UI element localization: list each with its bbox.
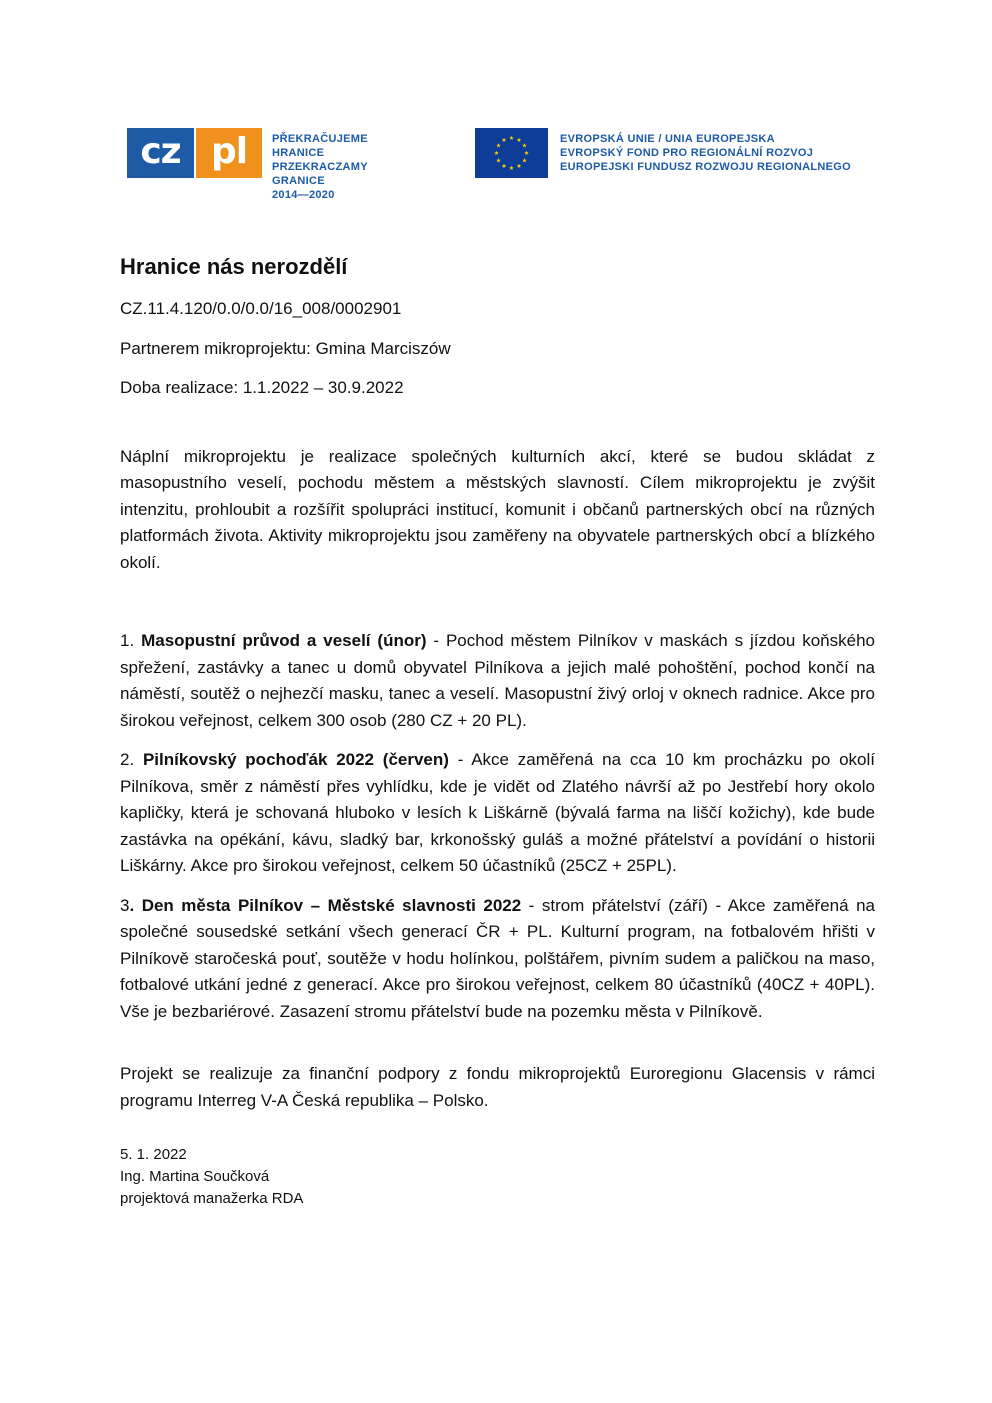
eu-star-icon xyxy=(494,151,499,155)
eu-star-icon xyxy=(509,136,514,140)
eu-star-icon xyxy=(522,158,527,162)
project-code: CZ.11.4.120/0.0/0.0/16_008/0002901 xyxy=(120,299,402,318)
signature-name: Ing. Martina Součková xyxy=(120,1168,270,1185)
document-body xyxy=(120,252,875,1210)
activity-item: 1. Masopustní průvod a veselí (únor) - Pochod městem Pilníkov v maskách s jízdou koňského spřežení, zastávky a tanec u domů obyvatel Pilníkova a jejich malé pohoštění, pochod končí na náměstí, soutěž o nejhezčí masku, tanec a veselí. Masopustní živý orloj v oknech radnice. Akce pro širokou veřejnost, celkem 300 osob (280 CZ + 20 PL). xyxy=(120,631,876,730)
eu-star-icon xyxy=(524,151,529,155)
activity-item: 3. Den města Pilníkov – Městské slavnosti 2022 - strom přátelství (září) - Akce zaměřená na společné sousedské setkání všech generací ČR + PL. Kulturní program, na fotbalovém hřišti v Pilníkově staročeská pouť, soutěže v hodu holínkou, polštářem, pivním sudem a paličkou na maso, fotbalové utkání jedné z generací. Akce pro širokou veřejnost, celkem 80 účastníků (40CZ + 40PL). Vše je bezbariérové. Zasazení stromu přátelství bude na pozemku města v Pilníkově. xyxy=(120,895,875,1021)
czpl-logo-text: PŘEKRAČUJEME HRANICE PRZEKRACZAMY GRANICE 2014—2020 xyxy=(272,133,368,201)
eu-star-icon xyxy=(496,143,501,147)
intro-paragraph: Náplní mikroprojektu je realizace společných kulturních akcí, které se budou skládat z masopustního veselí, pochodu městem a městských slavností. Cílem mikroprojektu je zvýšit intenzitu, prohloubit a rozšířit spolupráci institucí, komunit i občanů partnerských obcí na různých platformách života. Aktivity mikroprojektu jsou zaměřeny na obyvatele partnerských obcí a blízkého okolí. xyxy=(120,446,875,572)
eu-flag-icon xyxy=(475,128,548,178)
project-meta xyxy=(120,296,875,402)
project-partner: Partnerem mikroprojektu: Gmina Marciszów xyxy=(120,338,451,358)
eu-star-icon xyxy=(502,164,507,168)
eu-star-icon xyxy=(522,143,527,147)
document-title: Hranice nás nerozdělí xyxy=(120,254,348,279)
czpl-logo-pl: pl xyxy=(196,128,262,178)
eu-star-icon xyxy=(517,164,522,168)
funding-note: Projekt se realizuje za finanční podpory z fondu mikroprojektů Euroregionu Glacensis v rámci programu Interreg V-A Česká republika – Polsko. xyxy=(120,1064,875,1110)
eu-star-icon xyxy=(517,138,522,142)
activity-item: 2. Pilníkovský pochoďák 2022 (červen) - Akce zaměřená na cca 10 km procházku po okolí Pilníkova, směr z náměstí přes vyhlídku, kde je vidět od Zlatého návrší až po Jestřebí hory okolo kapličky, která je schovaná hluboko v lesích k Liškárně (bývalá farma na liščí kožichy), kde bude zastávka na opékání, kávu, sladký bar, krkonošský guláš a možné přátelství a povídání o historii Liškárny. Akce pro širokou veřejnost, celkem 50 účastníků (25CZ + 25PL). xyxy=(120,750,876,875)
activity-list xyxy=(120,628,875,1025)
eu-star-icon xyxy=(509,166,514,170)
signature-date: 5. 1. 2022 xyxy=(120,1146,187,1163)
signature-role: projektová manažerka RDA xyxy=(120,1190,304,1207)
project-period: Doba realizace: 1.1.2022 – 30.9.2022 xyxy=(120,378,404,397)
czpl-logo-cz: cz xyxy=(127,128,194,178)
header-logos xyxy=(127,128,887,201)
eu-star-icon xyxy=(502,138,507,142)
eu-star-icon xyxy=(496,158,501,162)
signature-block xyxy=(120,1144,875,1210)
eu-logo-text: EVROPSKÁ UNIE / UNIA EUROPEJSKA EVROPSKÝ FOND PRO REGIONÁLNÍ ROZVOJ EUROPEJSKI FUNDUSZ ROZWOJU REGIONALNEGO xyxy=(560,133,851,173)
